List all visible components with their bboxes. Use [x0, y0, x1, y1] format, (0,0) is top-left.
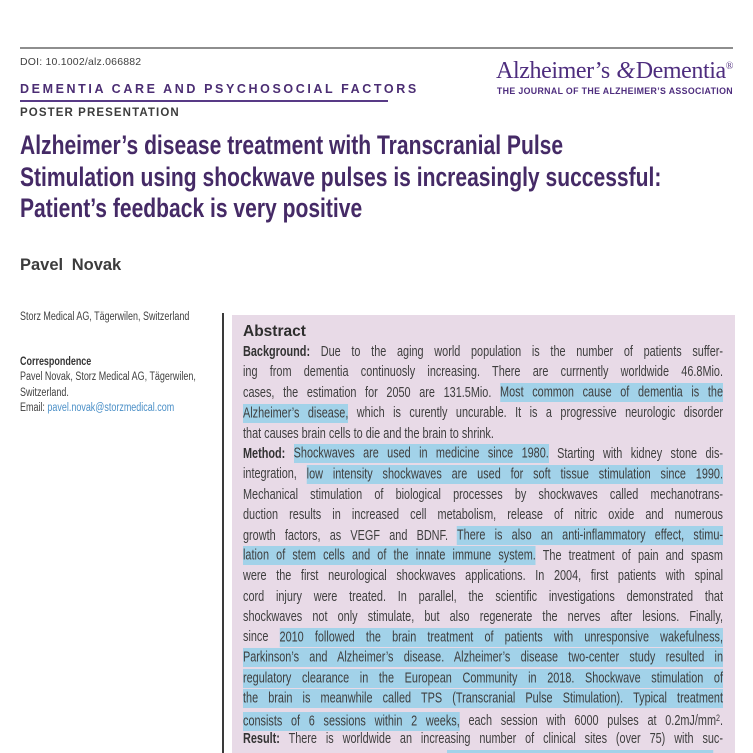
highlighted-text: 2010 followed the brain treatment of patients with unresponsive wakefulness, [279, 629, 723, 646]
content-divider [222, 313, 224, 753]
highlighted-text: There is also an anti-inflammatory effect, stimu- [457, 527, 723, 544]
journal-ampersand: & [616, 58, 635, 84]
abstract-line [243, 403, 723, 423]
abstract-text [285, 446, 293, 462]
abstract-text: that causes brain cells to die and the brain to shrink. [243, 425, 494, 442]
highlighted-text: consists of 6 sessions within 2 weeks, [243, 713, 460, 730]
abstract-text: which is curently uncurable. It is a progressive neurologic disorder [348, 405, 723, 422]
page-title-line: Alzheimer’s disease treatment with Transcranial Pulse [20, 130, 564, 160]
page-title-line: Stimulation using shockwave pulses is increasingly successful: [20, 161, 662, 192]
abstract-text: were the first neurological shockwaves applications. In 2004, first patients with spinal [243, 568, 723, 585]
email-line [20, 401, 221, 416]
highlighted-text: Most common cause of dementia is the [500, 384, 723, 401]
journal-name [496, 58, 733, 85]
correspondence-address-line: Pavel Novak, Storz Medical AG, Tägerwilen, [20, 371, 196, 384]
highlighted-text: Shockwaves are used in medicine since 1980. [293, 445, 549, 462]
email-link[interactable]: pavel.novak@storzmedical.com [47, 401, 175, 414]
abstract-line [243, 566, 723, 586]
abstract-text: There is worldwide an increasing number of clinical sites (over 75) with suc- [279, 731, 723, 748]
section-heading: DEMENTIA CARE AND PSYCHOSOCIAL FACTORS [20, 82, 419, 96]
journal-logo [496, 58, 733, 96]
abstract-line [243, 668, 723, 688]
abstract-text: duction results in increased cell metabolism, release of nitric oxide and numerous [243, 507, 723, 524]
abstract-line [243, 526, 723, 546]
abstract-text: . [719, 713, 723, 730]
highlighted-text: lation of stem cells and of the innate immune system. [243, 547, 536, 564]
abstract-line [243, 342, 723, 362]
journal-name-pre: Alzheimer’s [496, 58, 610, 84]
journal-tagline: THE JOURNAL OF THE ALZHEIMER’S ASSOCIATION [496, 86, 733, 96]
abstract-text: ing from dementia continuosly increasing. There are currnently worldwide 46.8Mio. [243, 364, 723, 381]
abstract-line [243, 648, 723, 668]
abstract-line [243, 689, 723, 709]
abstract-line [243, 424, 723, 444]
highlighted-text: the brain is meanwhile called TPS (Transcranial Pulse Stimulation). Typical treatment [243, 690, 723, 707]
page-title [20, 130, 722, 225]
sidebar [20, 310, 221, 416]
abstract-text: The treatment of pain and spasm [535, 547, 723, 564]
abstract-line [243, 627, 723, 647]
correspondence-address-line: Switzerland. [20, 386, 69, 399]
abstract-line [243, 607, 723, 627]
abstract-text: Mechanical stimulation of biological processes by shockwaves called mechanotrans- [243, 486, 723, 503]
abstract-text: cases, the estimation for 2050 are 131.5Mio. [243, 384, 501, 401]
abstract-line [243, 709, 723, 729]
highlighted-text: low intensity shockwaves are used for soft tissue stimulation since 1990. [306, 466, 723, 483]
abstract-line [243, 362, 723, 382]
abstract-line [243, 464, 723, 484]
abstract-line [243, 505, 723, 525]
correspondence-heading: Correspondence [20, 356, 92, 369]
abstract-text: each session with 6000 pulses at 0.2mJ/mm [459, 713, 717, 730]
abstract-text: Due to the aging world population is the number of patients suffer- [310, 344, 723, 360]
abstract-line [243, 444, 723, 464]
registered-mark: ® [725, 61, 733, 72]
doi-text: DOI: 10.1002/alz.066882 [20, 56, 142, 68]
abstract-text: 2 [716, 713, 720, 725]
top-divider [20, 47, 733, 49]
abstract-text: cord injury were treated. In parallel, the scientific investigations demonstrated that [243, 588, 723, 605]
abstract-body [243, 342, 723, 753]
abstract-text: Starting with kidney stone dis- [548, 445, 723, 462]
affiliation: Storz Medical AG, Tägerwilen, Switzerland [20, 311, 190, 323]
abstract-text: Method: [243, 445, 286, 462]
abstract-text: growth factors, as VEGF and BDNF. [243, 527, 458, 544]
author-name: Pavel Novak [20, 256, 122, 274]
abstract-line [243, 546, 723, 566]
abstract-heading: Abstract [243, 323, 306, 340]
section-underline [20, 100, 388, 102]
correspondence-address [20, 370, 221, 400]
abstract-text: since [243, 629, 280, 646]
abstract-text: Background: [243, 344, 311, 360]
article-type-label: POSTER PRESENTATION [20, 107, 180, 119]
highlighted-text: Parkinson’s and Alzheimer’s disease. Alzheimer’s disease two-center study resulted in [243, 649, 723, 666]
abstract-line [243, 485, 723, 505]
abstract-line [243, 383, 723, 403]
highlighted-text: regulatory clearance in the European Community in 2018. Shockwave stimulation of [243, 670, 723, 687]
email-label: Email: [20, 401, 45, 414]
abstract-panel [232, 315, 735, 753]
abstract-text: integration, [243, 466, 307, 483]
abstract-text: Result: [243, 731, 280, 748]
highlighted-text: Alzheimer’s disease, [243, 405, 349, 422]
abstract-line [243, 587, 723, 607]
abstract-text: shockwaves not only stimulate, but also regenerate the nerves after lesions. Finally, [243, 609, 723, 626]
abstract-line [243, 729, 723, 749]
page-title-line: Patient’s feedback is very positive [20, 193, 363, 223]
journal-name-post: Dementia [635, 58, 726, 84]
